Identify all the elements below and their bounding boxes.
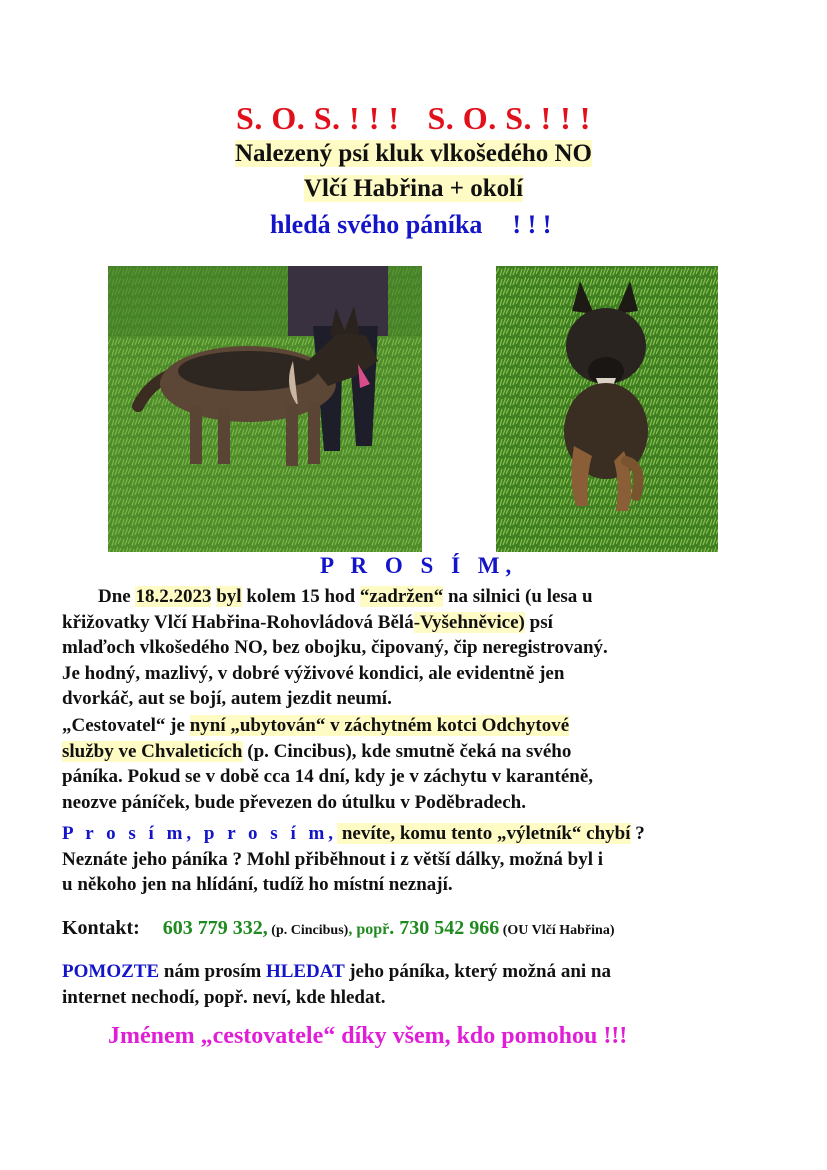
sos-left: S. O. S. ! ! !	[236, 100, 400, 136]
p3-line3: u někoho jen na hlídání, tudíž ho místní neznají.	[62, 874, 453, 895]
contact-line: Kontakt: 603 779 332, (p. Cincibus), popř. 730 542 966 (OU Vlčí Habřina)	[62, 917, 615, 939]
dog-photo-standing	[108, 266, 422, 552]
p2-line2: služby ve Chvaleticích (p. Cincibus), kde smutně čeká na svého	[62, 740, 572, 762]
heading-line3: Vlčí Habřina + okolí	[303, 175, 524, 202]
phone-1: 603 779 332,	[162, 917, 268, 939]
p1-line3: mlaďoch vlkošedého NO, bez obojku, čipovaný, čip neregistrovaný.	[62, 637, 608, 658]
contact-label: Kontakt:	[62, 917, 140, 939]
p2-line4: neozve páníček, bude převezen do útulku v Poděbradech.	[62, 791, 526, 813]
paragraph-found	[62, 584, 742, 712]
p1-line5: dvorkáč, aut se bojí, autem jezdit neumí.	[62, 688, 392, 709]
dog-running-icon	[496, 266, 718, 552]
heading-line4: hledá svého páníka ! ! !	[270, 210, 552, 239]
phone-2: . 730 542 966	[389, 917, 500, 939]
sos-heading	[0, 100, 827, 137]
sos-right: S. O. S. ! ! !	[427, 100, 591, 136]
paragraph-shelter	[62, 713, 742, 815]
p2-line1: „Cestovatel“ je nyní „ubytován“ v záchytném kotci Odchytové	[62, 715, 570, 736]
paragraph-help	[62, 959, 742, 1010]
found-date: 18.2.2023	[135, 586, 212, 607]
p1-line1: Dne 18.2.2023 byl kolem 15 hod “zadržen“ na silnici (u lesa u	[98, 586, 593, 607]
paragraph-please	[62, 821, 742, 898]
dog-photo-running	[496, 266, 718, 552]
heading-line2: Nalezený psí kluk vlkošedého NO	[234, 140, 592, 167]
p2-line3: páníka. Pokud se v době cca 14 dní, kdy je v záchytu v karanténě,	[62, 766, 594, 787]
p3-line1: P r o s í m, p r o s í m, nevíte, komu tento „výletník“ chybí ?	[62, 823, 645, 844]
p4-line2: internet nechodí, popř. neví, kde hledat.	[62, 986, 386, 1008]
prosim-heading: P R O S Í M,	[320, 553, 518, 578]
p1-line2: křižovatky Vlčí Habřina-Rohovládová Bělá-Vyšehněvice) psí	[62, 611, 553, 633]
p4-line1: POMOZTE nám prosím HLEDAT jeho páníka, který možná ani na	[62, 961, 611, 982]
closing-line: Jménem „cestovatele“ díky všem, kdo pomohou !!!	[108, 1023, 628, 1049]
dog-standing-icon	[108, 266, 422, 552]
p1-line4: Je hodný, mazlivý, v dobré výživové kondici, ale evidentně jen	[62, 662, 565, 684]
p3-line2: Neznáte jeho páníka ? Mohl přiběhnout i z větší dálky, možná byl i	[62, 848, 604, 870]
